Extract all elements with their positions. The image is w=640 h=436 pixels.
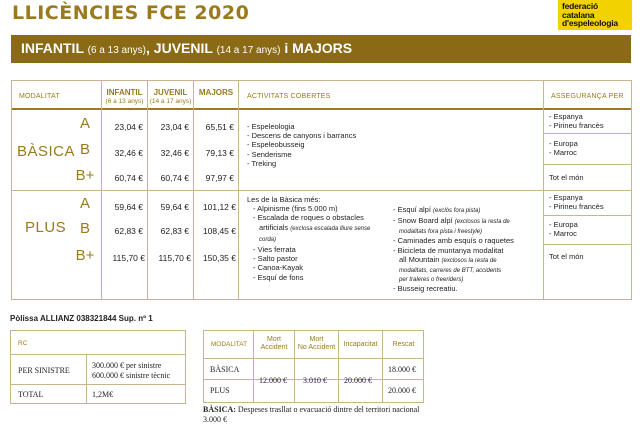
plus-activity-note: modalitats fora pista i freestyle) (399, 229, 483, 236)
coverage-header-incapacitat: Incapacitat (343, 341, 378, 348)
plus-a-juvenil: 59,64 € (160, 202, 189, 212)
plus-activities-right (393, 205, 543, 293)
basica-level-b: B (79, 141, 90, 158)
plus-activity-text: all Mountain (399, 254, 440, 264)
coverage-header-modalitat: MODALITAT (210, 341, 248, 348)
header-juvenil-label: JUVENIL (153, 88, 188, 97)
basica-ins-a-2: - Pirineu francès (549, 121, 604, 131)
plus-ins-a-1: - Espanya (549, 193, 583, 202)
plus-activity (393, 266, 543, 275)
plus-activity: - Vies ferrata (253, 245, 296, 255)
col-rule-2 (147, 80, 148, 300)
plus-b-juvenil: 62,83 € (160, 226, 189, 236)
plus-ins-a-2: - Pirineu francès (549, 202, 604, 212)
age-categories-banner (11, 35, 631, 63)
basica-activity: - Treking (247, 158, 277, 168)
coverage-header-mort-accident-2: Accident (260, 344, 288, 351)
plus-activity: - Busseig recreatiu. (393, 284, 458, 294)
header-infantil-sub: (6 a 13 anys) (105, 98, 144, 105)
plus-activity (247, 223, 397, 234)
plus-activity-note: modalitats, carreres de BTT, accidents (399, 268, 502, 275)
page-title: LLICÈNCIES FCE 2020 (12, 2, 250, 24)
logo-line-3: d'espeleologia (562, 18, 618, 28)
basica-activity: - Senderisme (247, 149, 292, 159)
fce-logo (558, 0, 632, 30)
rc-rule-2 (10, 384, 186, 385)
plus-activity: - Esquí de fons (253, 272, 304, 282)
plus-activity-note: (exclosa escalada lliure sense (290, 225, 371, 232)
plus-ins-a (549, 193, 604, 211)
basica-bplus-infantil: 60,74 € (114, 173, 143, 183)
plus-level-a: A (79, 195, 90, 212)
basica-activity: - Espeleologia (247, 122, 295, 131)
plus-bplus-infantil: 115,70 € (112, 253, 145, 263)
plus-ins-b-1: - Europa (549, 220, 578, 229)
plus-activity: - Canoa-Kayak (253, 263, 304, 273)
plus-activity: - Caminades amb esquís o raquetes (393, 236, 514, 246)
basica-a-infantil: 23,04 € (114, 122, 143, 132)
plus-activity (393, 216, 543, 227)
plus-activity: - Bicicleta de muntanya modalitat (393, 245, 504, 255)
plus-ins-b (549, 220, 578, 238)
coverage-header-mort-no-accident-2: No Accident (297, 344, 336, 351)
banner-infantil-ages: (6 a 13 anys) (87, 45, 147, 56)
basica-b-infantil: 32,46 € (114, 148, 143, 158)
plus-level-b: B (79, 220, 90, 237)
plus-level-bplus: B+ (75, 247, 95, 264)
plus-activity-text: - Snow Board alpí (393, 216, 453, 226)
plus-ins-bplus: Tot el món (549, 252, 584, 261)
rc-row2-label: TOTAL (18, 390, 44, 399)
coverage-header-rescat: Rescat (392, 341, 415, 348)
banner-juvenil-ages: (14 a 17 anys) (216, 45, 281, 56)
basica-level-a: A (79, 115, 90, 132)
coverage-basica-mort-accident: 12.000 € (259, 376, 287, 385)
plus-activities-left (247, 195, 397, 282)
plus-activities-intro: Les de la Bàsica més: (247, 195, 321, 204)
coverage-plus-rescat: 20.000 € (388, 386, 416, 395)
plus-bplus-juvenil: 115,70 € (158, 253, 191, 263)
logo-line-1: federació (562, 1, 598, 11)
licenses-table (11, 80, 632, 300)
header-asseguranca: ASSEGURANÇA PER (551, 93, 624, 100)
logo-line-2: catalana (562, 9, 595, 20)
basica-ins-b (549, 139, 578, 157)
col-rule-4 (238, 80, 239, 300)
basica-a-majors: 65,51 € (205, 122, 234, 132)
plus-b-majors: 108,45 € (202, 226, 236, 236)
basica-activities (247, 122, 356, 168)
basica-ins-b-1: - Europa (549, 139, 578, 148)
plus-activity-note: (exclosos la resta de (441, 257, 497, 264)
coverage-header-mort-accident (254, 336, 294, 352)
banner-majors: MAJORS (292, 40, 353, 56)
header-infantil (102, 88, 147, 106)
header-activitats: ACTIVITATS COBERTES (247, 93, 331, 100)
basica-ins-b-2: - Marroc (549, 148, 577, 158)
coverage-rule-1 (203, 358, 424, 359)
basica-ins-bplus: Tot el món (549, 173, 584, 182)
plus-a-majors: 101,12 € (202, 202, 236, 212)
plus-ins-rule-2 (543, 244, 632, 245)
plus-label: PLUS (25, 219, 67, 236)
header-juvenil (148, 88, 193, 106)
banner-infantil: INFANTIL (21, 40, 84, 56)
coverage-header-mort-no-accident-1: Mort (309, 336, 324, 343)
basica-level-bplus: B+ (75, 167, 95, 184)
plus-activity: - Escalada de roques o obstacles (253, 213, 364, 223)
plus-activity (393, 227, 543, 236)
rc-rule-1 (10, 354, 186, 355)
coverage-basica-incapacitat: 20.000 € (344, 376, 372, 385)
plus-ins-b-2: - Marroc (549, 229, 577, 239)
plus-activity: - Salto pastor (253, 254, 298, 264)
col-rule-5 (543, 80, 544, 300)
rc-col-rule (86, 354, 87, 404)
plus-activity-text: artificials (259, 222, 289, 232)
rc-row2-val: 1,2M€ (92, 390, 114, 399)
plus-activity (393, 205, 543, 216)
banner-sep-1: , (146, 40, 154, 56)
coverage-basica-mort-no-accident: 3.010 € (303, 376, 327, 385)
col-rule-1 (101, 80, 102, 300)
header-majors: MAJORS (198, 88, 234, 97)
rc-row1-val1: 300.000 € per sinistre (92, 361, 162, 370)
plus-activity (393, 275, 543, 284)
banner-juvenil: JUVENIL (153, 40, 213, 56)
plus-activity-note: per traleres o freeriders) (399, 277, 464, 284)
basica-footnote-label: BÀSICA: (203, 405, 236, 414)
plus-bplus-majors: 150,35 € (202, 253, 236, 263)
header-infantil-label: INFANTIL (106, 88, 143, 97)
basica-b-juvenil: 32,46 € (160, 148, 189, 158)
basica-ins-a-1: - Espanya (549, 112, 583, 121)
table-right-rule (631, 80, 632, 300)
basica-footnote-text: Despeses trasllat o evacuació dintre del territori nacional 3.000 € (203, 405, 420, 424)
header-bottom-rule (11, 108, 632, 110)
plus-activity-note: corda) (259, 236, 277, 243)
coverage-basica-label: BÀSICA (210, 365, 240, 374)
plus-ins-rule-1 (543, 215, 632, 216)
rc-row1-val2: 600.000 € sinistre tècnic (92, 371, 171, 380)
plus-activity-note: (exclosos la resta de (454, 219, 510, 226)
basica-activity: - Descens de canyons i barrancs (247, 131, 357, 141)
basica-activity: - Espeleobusseig (247, 140, 305, 150)
basica-bplus-juvenil: 60,74 € (160, 173, 189, 183)
header-modalitat: MODALITAT (19, 93, 60, 100)
policy-number: Pòlissa ALLIANZ 038321844 Sup. nº 1 (10, 314, 153, 323)
table-left-rule (11, 80, 12, 300)
plus-activity-note: (exclòs fora pista) (433, 208, 481, 214)
plus-activity-text: - Esquí alpí (393, 205, 431, 214)
coverage-header-mort-no-accident (295, 336, 338, 352)
table-bottom-rule (11, 299, 632, 300)
basica-ins-rule-2 (543, 164, 632, 165)
basica-a-juvenil: 23,04 € (160, 122, 189, 132)
basica-b-majors: 79,13 € (205, 148, 234, 158)
plus-activity (393, 255, 543, 266)
plus-b-infantil: 62,83 € (114, 226, 143, 236)
basica-ins-a (549, 112, 604, 130)
header-juvenil-sub: (14 a 17 anys) (149, 98, 192, 105)
basica-ins-rule-1 (543, 133, 632, 134)
coverage-header-mort-accident-1: Mort (267, 336, 281, 343)
plus-activity (247, 234, 397, 245)
basica-plus-divider (11, 190, 632, 191)
rc-row1-label: PER SINISTRE (18, 366, 70, 375)
col-rule-3 (193, 80, 194, 300)
banner-sep-2: i (280, 40, 293, 56)
basica-footnote (203, 405, 433, 425)
table-top-rule (11, 80, 632, 81)
coverage-basica-rescat: 18.000 € (388, 365, 416, 374)
basica-label: BÀSICA (17, 143, 76, 160)
basica-bplus-majors: 97,97 € (205, 173, 234, 183)
rc-header: RC (18, 340, 28, 347)
plus-activity: - Alpinisme (fins 5.000 m) (253, 204, 338, 214)
plus-a-infantil: 59,64 € (114, 202, 143, 212)
coverage-plus-label: PLUS (210, 386, 230, 395)
